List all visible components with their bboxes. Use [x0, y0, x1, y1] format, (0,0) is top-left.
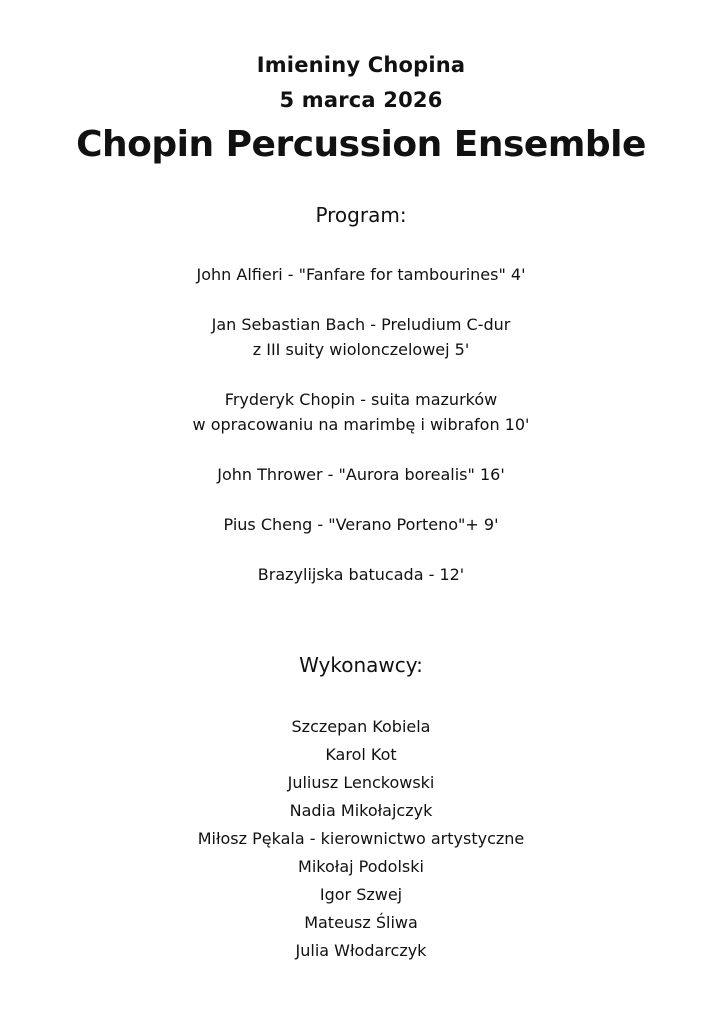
performer-name: Mateusz Śliwa — [304, 913, 418, 932]
performer-name: Mikołaj Podolski — [298, 857, 424, 876]
performer-name: Juliusz Lenckowski — [287, 773, 435, 792]
performer-name: Szczepan Kobiela — [291, 717, 431, 736]
program-heading: Program: — [315, 203, 407, 227]
program-item-line: Pius Cheng - "Verano Porteno"+ 9' — [223, 515, 499, 534]
program-item — [0, 462, 722, 487]
program-item — [0, 262, 722, 287]
program-item — [0, 387, 722, 437]
program-item-line: Brazylijska batucada - 12' — [257, 565, 465, 584]
program-item-line: w opracowaniu na marimbę i wibrafon 10' — [192, 415, 530, 434]
program-item — [0, 562, 722, 587]
program-item-line: Jan Sebastian Bach - Preludium C-dur — [211, 315, 511, 334]
program-item-line: z III suity wiolonczelowej 5' — [252, 340, 470, 359]
program-list — [0, 262, 722, 612]
performer-name: Julia Włodarczyk — [295, 941, 427, 960]
performer-name: Miłosz Pękala - kierownictwo artystyczne — [197, 829, 525, 848]
program-item-line: John Thrower - "Aurora borealis" 16' — [217, 465, 505, 484]
performer-list — [0, 713, 722, 965]
performers-heading: Wykonawcy: — [299, 653, 423, 677]
program-item-line: John Alfieri - "Fanfare for tambourines" 4' — [196, 265, 526, 284]
ensemble-title: Chopin Percussion Ensemble — [76, 124, 646, 165]
performer-name: Igor Szwej — [319, 885, 403, 904]
event-date: 5 marca 2026 — [279, 88, 443, 112]
event-subtitle: Imieniny Chopina — [256, 53, 466, 77]
performer-name: Nadia Mikołajczyk — [289, 801, 433, 820]
program-item — [0, 512, 722, 537]
program-item — [0, 312, 722, 362]
program-item-line: Fryderyk Chopin - suita mazurków — [224, 390, 498, 409]
performer-name: Karol Kot — [325, 745, 397, 764]
